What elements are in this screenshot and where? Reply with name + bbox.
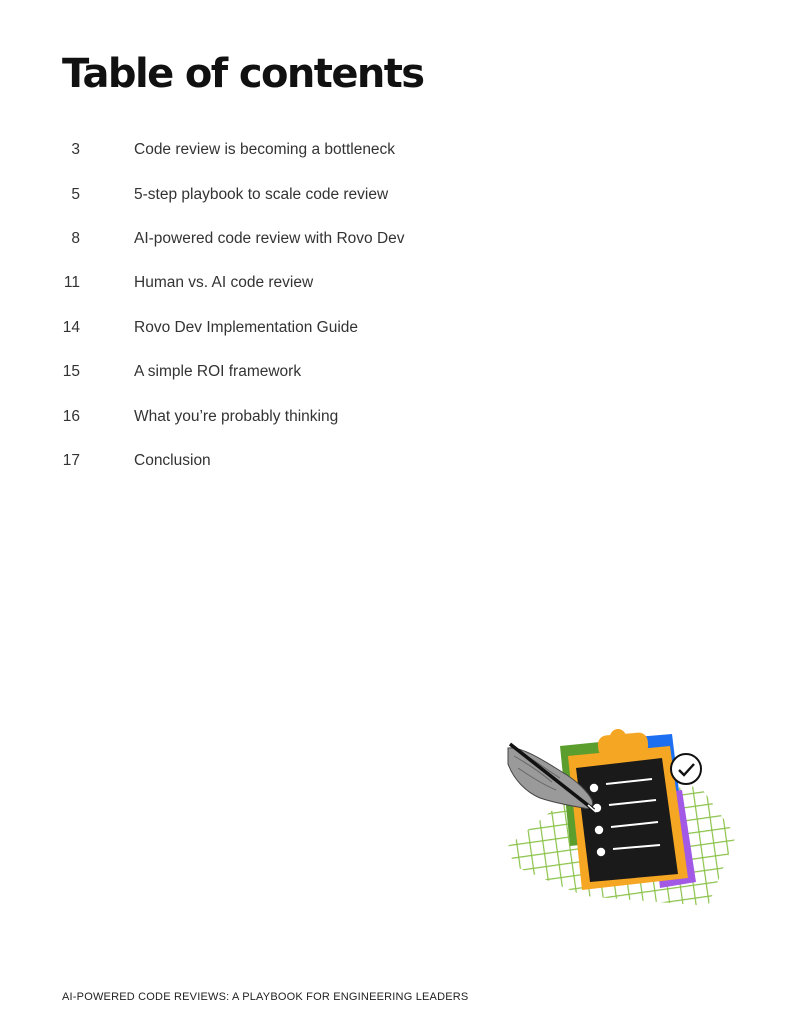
toc-item-label: What you’re probably thinking xyxy=(134,407,339,425)
toc-item-label: Code review is becoming a bottleneck xyxy=(134,141,396,159)
toc-item[interactable] xyxy=(62,350,482,394)
toc-item-label: Human vs. AI code review xyxy=(134,274,314,292)
clipboard-checklist-icon xyxy=(500,728,742,910)
toc-page-number: 15 xyxy=(62,363,80,381)
toc-item[interactable] xyxy=(62,261,482,305)
toc-item[interactable] xyxy=(62,128,482,172)
toc-page-number: 11 xyxy=(63,274,80,292)
toc-page-number: 14 xyxy=(62,318,80,336)
page-footer: AI-POWERED CODE REVIEWS: A PLAYBOOK FOR ENGINEERING LEADERS xyxy=(62,991,469,1003)
toc-page-number: 16 xyxy=(62,407,80,425)
toc-item[interactable] xyxy=(62,172,482,216)
toc-item[interactable] xyxy=(62,306,482,350)
toc-item-label: Conclusion xyxy=(134,451,211,469)
toc-item[interactable] xyxy=(62,439,482,483)
toc-item-label: AI-powered code review with Rovo Dev xyxy=(134,229,405,247)
toc-page-number: 3 xyxy=(71,141,80,159)
toc-page-number: 5 xyxy=(71,185,80,203)
toc-page-number: 8 xyxy=(71,229,80,247)
toc-item-label: Rovo Dev Implementation Guide xyxy=(134,318,359,336)
toc-item-label: A simple ROI framework xyxy=(134,363,302,381)
toc-item[interactable] xyxy=(62,394,482,438)
toc-item-label: 5-step playbook to scale code review xyxy=(134,185,389,203)
page-title: Table of contents xyxy=(62,51,424,97)
table-of-contents xyxy=(62,128,482,483)
toc-page-number: 17 xyxy=(62,451,80,469)
toc-item[interactable] xyxy=(62,217,482,261)
